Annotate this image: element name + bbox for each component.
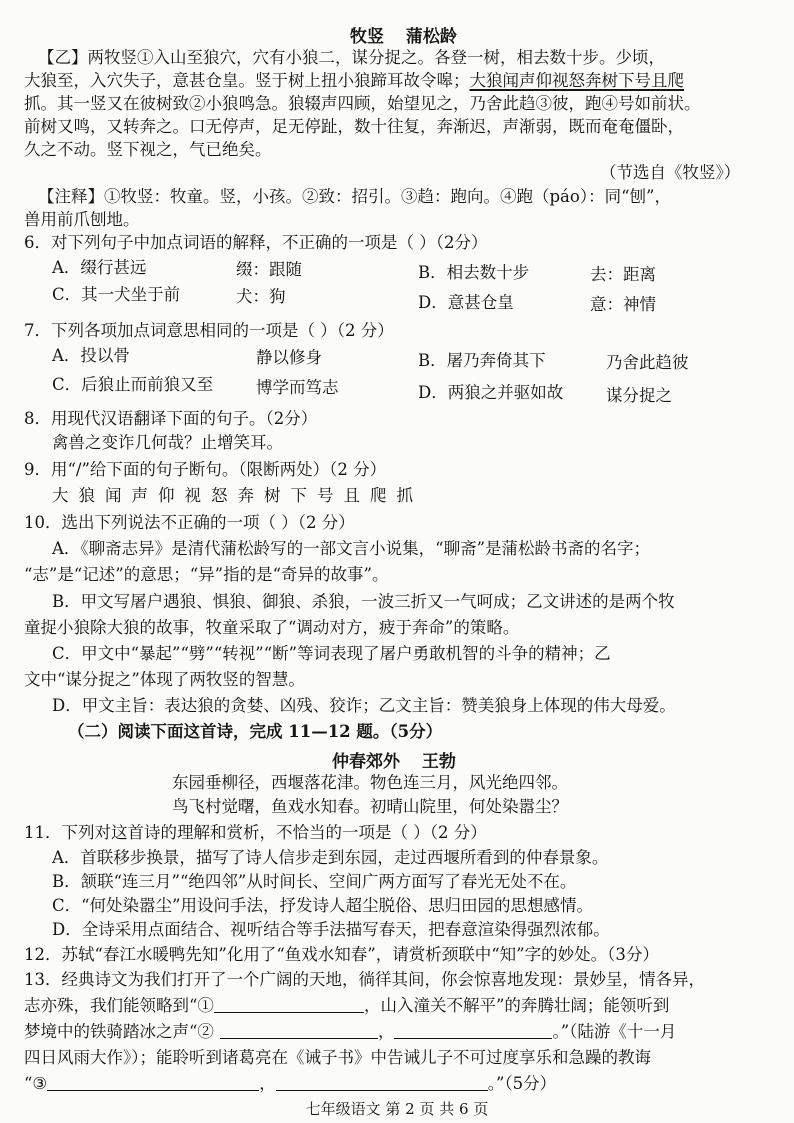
passage-note: 【注释】①牧竖：牧童。竖，小孩。②致：招引。③趋：跑向。④跑（páo）：同“刨”，: [38, 187, 671, 206]
q9-sentence: 大狼闻声仰视怒奔树下号且爬抓: [52, 486, 423, 505]
passage-author: 蒲松龄: [405, 27, 457, 47]
answer-blank-3a[interactable]: [47, 1074, 259, 1091]
poem-title: 仲春郊外: [332, 752, 400, 772]
passage-line-5: 久之不动。竖下视之，气已绝矣。: [24, 140, 272, 159]
page-footer: 七年级语文 第 2 页 共 6 页: [305, 1100, 489, 1118]
q6-stem: 6．对下列句子中加点词语的解释，不正确的一项是（ ）（2分）: [24, 233, 488, 252]
q7-option-a: A．投以骨: [52, 346, 130, 365]
q7-option-c-compare: 博学而笃志: [256, 378, 339, 397]
q6-option-d: D．意甚仓皇: [418, 293, 514, 312]
q13-line-1: 13．经典诗文为我们打开了一个广阔的天地，徜徉其间，你会惊喜地发现：景妙呈，情各异，: [24, 970, 705, 989]
poem-title-row: [332, 747, 456, 772]
q12-stem: 12．苏轼“春江水暖鸭先知”化用了“鱼戏水知春”，请赏析颈联中“知”字的妙处。（3分）: [24, 945, 659, 964]
q10-option-c: C．甲文中“暴起”“劈”“转视”“断”等词表现了屠户勇敢机智的斗争的精神；乙: [52, 644, 611, 663]
q10-stem: 10．选出下列说法不正确的一项（ ）（2 分）: [24, 513, 355, 532]
q7-option-d-compare: 谋分捉之: [606, 386, 672, 405]
answer-blank-2b[interactable]: [394, 1022, 552, 1039]
q13-line-2: 志亦殊，我们能领略到“① ，山入潼关不解平”的奔腾壮阔；能领听到: [24, 996, 670, 1015]
q13-line-5: “③ ， 。”（5分）: [24, 1074, 557, 1093]
section-2-heading: （二）阅读下面这首诗，完成 11—12 题。（5分）: [68, 722, 443, 741]
q11-stem: 11．下列对这首诗的理解和赏析，不恰当的一项是（ ）（2 分）: [24, 823, 487, 842]
passage-line-3: 抓。其一竖又在彼树致②小狼鸣急。狼辍声四顾，始望见之，乃舍此趋③彼，跑④号如前状。: [24, 94, 701, 113]
passage-note-cont: 兽用前爪刨地。: [24, 210, 140, 229]
q10-option-b-cont: 童捉小狼除大狼的故事，牧童采取了“调动对方，疲于奔命”的策略。: [24, 618, 520, 637]
q11-option-c: C．“何处染嚣尘”用设问手法，抒发诗人超尘脱俗、思归田园的思想感情。: [52, 896, 593, 915]
q10-option-d: D．甲文主旨：表达狼的贪婪、凶残、狡诈；乙文主旨：赞美狼身上体现的伟大母爱。: [52, 696, 676, 715]
q8-stem: 8．用现代汉语翻译下面的句子。（2分）: [24, 409, 318, 428]
q10-option-b: B．甲文写屠户遇狼、惧狼、御狼、杀狼，一波三折又一气呵成；乙文讲述的是两个牧: [52, 592, 675, 611]
q6-option-a-def: 缀：跟随: [236, 260, 302, 279]
q8-sentence: 禽兽之变诈几何哉？止增笑耳。: [52, 433, 283, 452]
q7-option-b-compare: 乃舍此趋彼: [606, 353, 689, 372]
q11-option-b: B．颔联“连三月”“绝四邻”从时间长、空间广两方面写了春光无处不在。: [52, 872, 577, 891]
passage-line-1: 【乙】两牧竖①入山至狼穴，穴有小狼二，谋分捉之。各登一树，相去数十步。少顷，: [38, 48, 665, 67]
q6-option-c-def: 犬：狗: [236, 287, 286, 306]
q6-option-b-def: 去：距离: [590, 265, 656, 284]
answer-blank-3b[interactable]: [276, 1074, 488, 1091]
q6-option-a: A．缀行甚远: [52, 258, 147, 277]
q10-option-c-cont: 文中“谋分捉之”体现了两牧竖的智慧。: [24, 670, 305, 689]
q10-option-a: A．《聊斋志异》是清代蒲松龄写的一部文言小说集，“聊斋”是蒲松龄书斋的名字；: [52, 539, 651, 558]
passage-source: （节选自《牧竖》）: [600, 163, 741, 182]
passage-line-4: 前树又鸣，又转奔之。口无停声，足无停趾，数十往复，奔渐迟，声渐弱，既而奄奄僵卧，: [24, 117, 684, 136]
answer-blank-2a[interactable]: [220, 1022, 378, 1039]
q7-option-b: B．屠乃奔倚其下: [418, 351, 546, 370]
poem-author: 王勃: [421, 752, 456, 772]
q7-option-c: C．后狼止而前狼又至: [52, 375, 214, 394]
underlined-sentence: 大狼闻声仰视怒奔树下号且爬: [469, 71, 684, 90]
q13-line-4: 四日风雨大作》）；能聆听到诸葛亮在《诫子书》中告诫儿子不可过度享乐和急躁的教诲: [24, 1048, 651, 1067]
passage-title: 牧竖: [350, 27, 384, 47]
q10-option-a-cont: “志”是“记述”的意思；“异”指的是“奇异的故事”。: [24, 565, 389, 584]
poem-line-1: 东园垂柳径，西堰落花津。物色连三月，风光绝四邻。: [172, 773, 568, 792]
q6-option-b: B．相去数十步: [418, 263, 530, 282]
q9-stem: 9．用“/”给下面的句子断句。（限断两处）（2 分）: [24, 460, 387, 479]
passage-line-2: 大狼至，入穴失子，意甚仓皇。竖于树上扭小狼蹄耳故令嗥；大狼闻声仰视怒奔树下号且爬: [24, 71, 684, 90]
q7-option-a-compare: 静以修身: [256, 348, 322, 367]
q11-option-d: D．全诗采用点面结合、视听结合等手法描写春天，把春意渲染得强烈浓郁。: [52, 920, 610, 939]
q6-option-c: C．其一犬坐于前: [52, 285, 181, 304]
q6-option-d-def: 意：神情: [590, 295, 656, 314]
q7-stem: 7．下列各项加点词意思相同的一项是（ ）（2 分）: [24, 321, 394, 340]
q11-option-a: A．首联移步换景，描写了诗人信步走到东园，走过西堰所看到的仲春景象。: [52, 848, 609, 867]
q7-option-d: D．两狼之并驱如故: [418, 383, 564, 402]
poem-line-2: 鸟飞村觉曙，鱼戏水知春。初晴山院里，何处染嚣尘？: [172, 797, 568, 816]
answer-blank-1[interactable]: [214, 996, 364, 1013]
passage-title-row: [350, 22, 457, 47]
q13-line-3: 梦境中的铁骑踏冰之声“② ， 。”（陆游《十一月: [24, 1022, 677, 1041]
